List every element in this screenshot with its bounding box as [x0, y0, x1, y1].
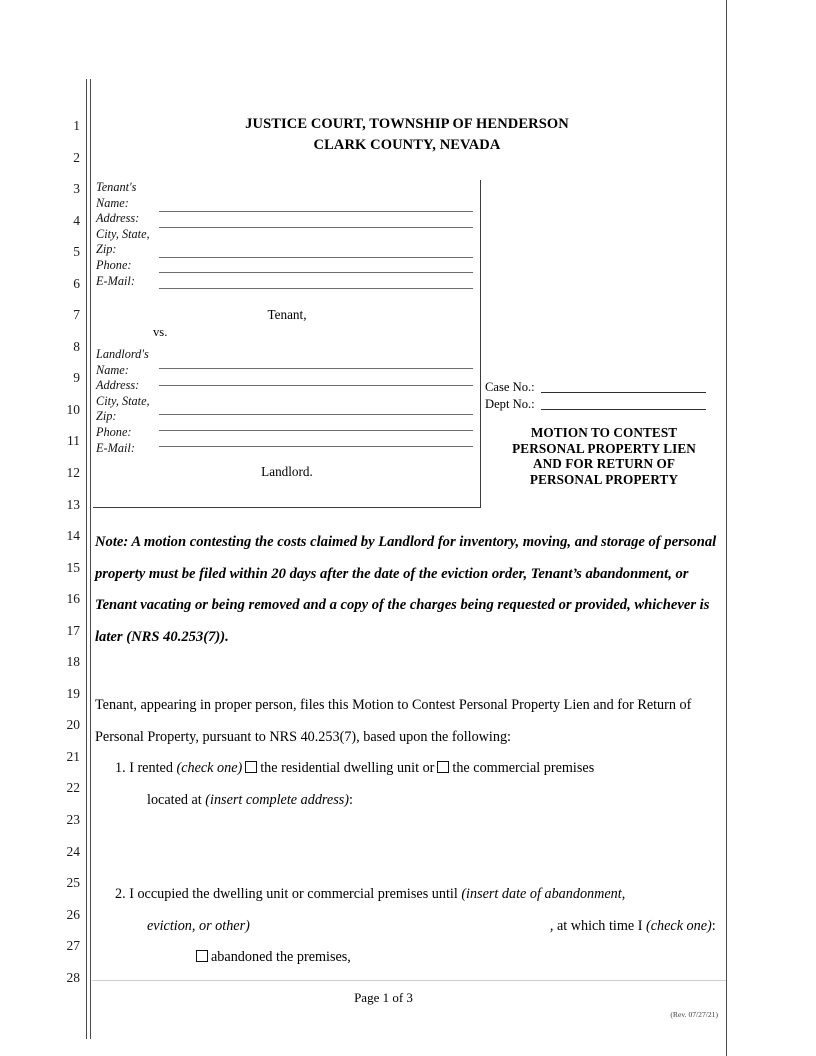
versus-label: vs.	[153, 325, 168, 339]
item-2-text-a: I occupied the dwelling unit or commercial premises until	[129, 886, 458, 903]
court-name-line1: JUSTICE COURT, TOWNSHIP OF HENDERSON	[245, 116, 569, 132]
line-number: 4	[73, 212, 80, 228]
checkbox-commercial-premises[interactable]	[437, 761, 449, 773]
revision-stamp: (Rev. 07/27/21)	[670, 1010, 718, 1019]
line-number: 2	[73, 149, 80, 165]
court-header	[96, 114, 718, 156]
checkbox-abandoned-premises[interactable]	[196, 950, 208, 962]
tenant-role-label: Tenant,	[267, 307, 307, 322]
pleading-rule-right	[726, 0, 727, 1056]
landlord-address-line[interactable]	[159, 385, 473, 386]
item-2-hint-b: eviction, or other)	[147, 917, 250, 934]
case-number-input[interactable]	[541, 380, 706, 393]
item-2-colon: :	[711, 917, 716, 934]
line-number: 28	[66, 969, 80, 985]
landlord-address-label: Address:	[96, 378, 140, 393]
landlord-phone-line[interactable]	[159, 430, 473, 431]
line-number: 10	[66, 401, 80, 417]
item-1-number: 1.	[115, 760, 126, 777]
dept-number-row	[485, 396, 720, 413]
landlord-city-line[interactable]	[159, 414, 473, 415]
line-number: 3	[73, 181, 80, 197]
line-number: 18	[66, 654, 80, 670]
dept-number-label: Dept No.:	[485, 396, 535, 411]
landlord-name-line[interactable]	[159, 368, 473, 369]
tenant-phone-label: Phone:	[96, 257, 132, 272]
statutory-note: Note: A motion contesting the costs claimed by Landlord for inventory, moving, and storage of personal property must be filed within 20 days after the date of the eviction order, Tenant’s abandonment, or Tenant vacating or being removed and a copy of the charges being requested or provided, whichever is later (NRS 40.253(7)).	[95, 534, 717, 645]
tenant-phone-line[interactable]	[159, 272, 473, 273]
tenant-name-label-1: Tenant's	[96, 180, 137, 194]
landlord-name-label-1: Landlord's	[96, 347, 149, 361]
case-number-label: Case No.:	[485, 380, 535, 394]
item-1-text-b: located at	[147, 791, 202, 808]
tenant-party-block	[93, 180, 481, 330]
line-number: 23	[66, 812, 80, 828]
landlord-name-label-2: Name:	[96, 362, 129, 377]
tenant-city-label: City, State,	[96, 226, 150, 241]
item-1-hint-a: (check one)	[176, 760, 243, 777]
motion-body	[95, 690, 723, 974]
line-number: 16	[66, 591, 80, 607]
item-2-choice-1	[95, 942, 723, 974]
item-1-hint-b: (insert complete address)	[205, 791, 349, 808]
checkbox-residential-dwelling[interactable]	[245, 761, 257, 773]
line-number: 11	[67, 433, 80, 449]
landlord-email-line[interactable]	[159, 446, 473, 447]
line-number: 26	[66, 906, 80, 922]
item-2-text-b: , at which time I	[549, 917, 643, 934]
item-2-hint-c: (check one)	[645, 917, 712, 934]
document-title-line4: PERSONAL PROPERTY	[529, 472, 679, 488]
line-number: 7	[73, 307, 80, 323]
line-number: 9	[73, 370, 80, 386]
landlord-phone-label: Phone:	[96, 424, 132, 439]
item-2-hint-a: (insert date of abandonment,	[461, 886, 626, 903]
tenant-address-label: Address:	[96, 211, 140, 226]
line-number-column	[48, 110, 80, 993]
line-number: 5	[73, 244, 80, 260]
pleading-rule-left-outer	[86, 79, 87, 1039]
line-number: 22	[66, 780, 80, 796]
line-number: 21	[66, 748, 80, 764]
tenant-zip-label: Zip:	[96, 242, 117, 257]
tenant-name-label-2: Name:	[96, 195, 129, 210]
item-1-colon: :	[348, 791, 353, 808]
line-number: 1	[73, 118, 80, 133]
landlord-zip-label: Zip:	[96, 409, 117, 424]
item-2-number: 2.	[115, 886, 126, 903]
item-2-choice-1-label: abandoned the premises,	[211, 949, 351, 966]
line-number: 13	[66, 496, 80, 512]
document-title	[485, 425, 723, 488]
tenant-email-label: E-Mail:	[96, 273, 135, 288]
caption-box	[93, 180, 481, 508]
item-1	[95, 753, 723, 785]
line-number: 24	[66, 843, 80, 859]
landlord-city-label: City, State,	[96, 393, 150, 408]
tenant-city-line[interactable]	[159, 257, 473, 258]
landlord-party-block	[93, 347, 481, 507]
item-1-option-1: the residential dwelling unit or	[260, 760, 435, 777]
line-number: 12	[66, 465, 80, 481]
address-blank-line-1[interactable]	[95, 816, 723, 848]
line-number: 27	[66, 938, 80, 954]
item-2	[95, 879, 723, 911]
tenant-name-line[interactable]	[159, 211, 473, 212]
tenant-email-line[interactable]	[159, 288, 473, 289]
case-info	[485, 379, 720, 412]
document-title-line3: AND FOR RETURN OF	[533, 456, 675, 472]
landlord-role-label: Landlord.	[261, 464, 313, 479]
dept-number-input[interactable]	[541, 397, 706, 410]
court-name-line2: CLARK COUNTY, NEVADA	[313, 137, 501, 153]
address-blank-line-2[interactable]	[95, 848, 723, 880]
item-2-date-line	[95, 911, 723, 943]
document-title-line2: PERSONAL PROPERTY LIEN	[512, 440, 696, 456]
case-number-row	[485, 379, 720, 396]
line-number: 20	[66, 717, 80, 733]
line-number: 8	[73, 338, 80, 354]
footer-divider	[92, 980, 726, 981]
item-1-text-a: I rented	[129, 760, 173, 777]
page-number: Page 1 of 3	[354, 990, 413, 1005]
landlord-email-label: E-Mail:	[96, 440, 135, 455]
pleading-rule-left-inner	[90, 79, 91, 1039]
item-1-address-line	[95, 785, 723, 817]
item-1-option-2: the commercial premises	[452, 760, 595, 777]
landlord-field-labels	[96, 347, 158, 456]
line-number: 19	[66, 685, 80, 701]
line-number: 25	[66, 875, 80, 891]
intro-paragraph: Tenant, appearing in proper person, files this Motion to Contest Personal Property Lien and for Return of Personal Property, pursuant to NRS 40.253(7), based upon the following:	[95, 697, 692, 745]
document-title-line1: MOTION TO CONTEST	[530, 425, 678, 440]
tenant-field-labels	[96, 180, 158, 289]
tenant-address-line[interactable]	[159, 227, 473, 228]
line-number: 6	[73, 275, 80, 291]
line-number: 17	[66, 622, 80, 638]
line-number: 14	[66, 528, 80, 544]
line-number: 15	[66, 559, 80, 575]
